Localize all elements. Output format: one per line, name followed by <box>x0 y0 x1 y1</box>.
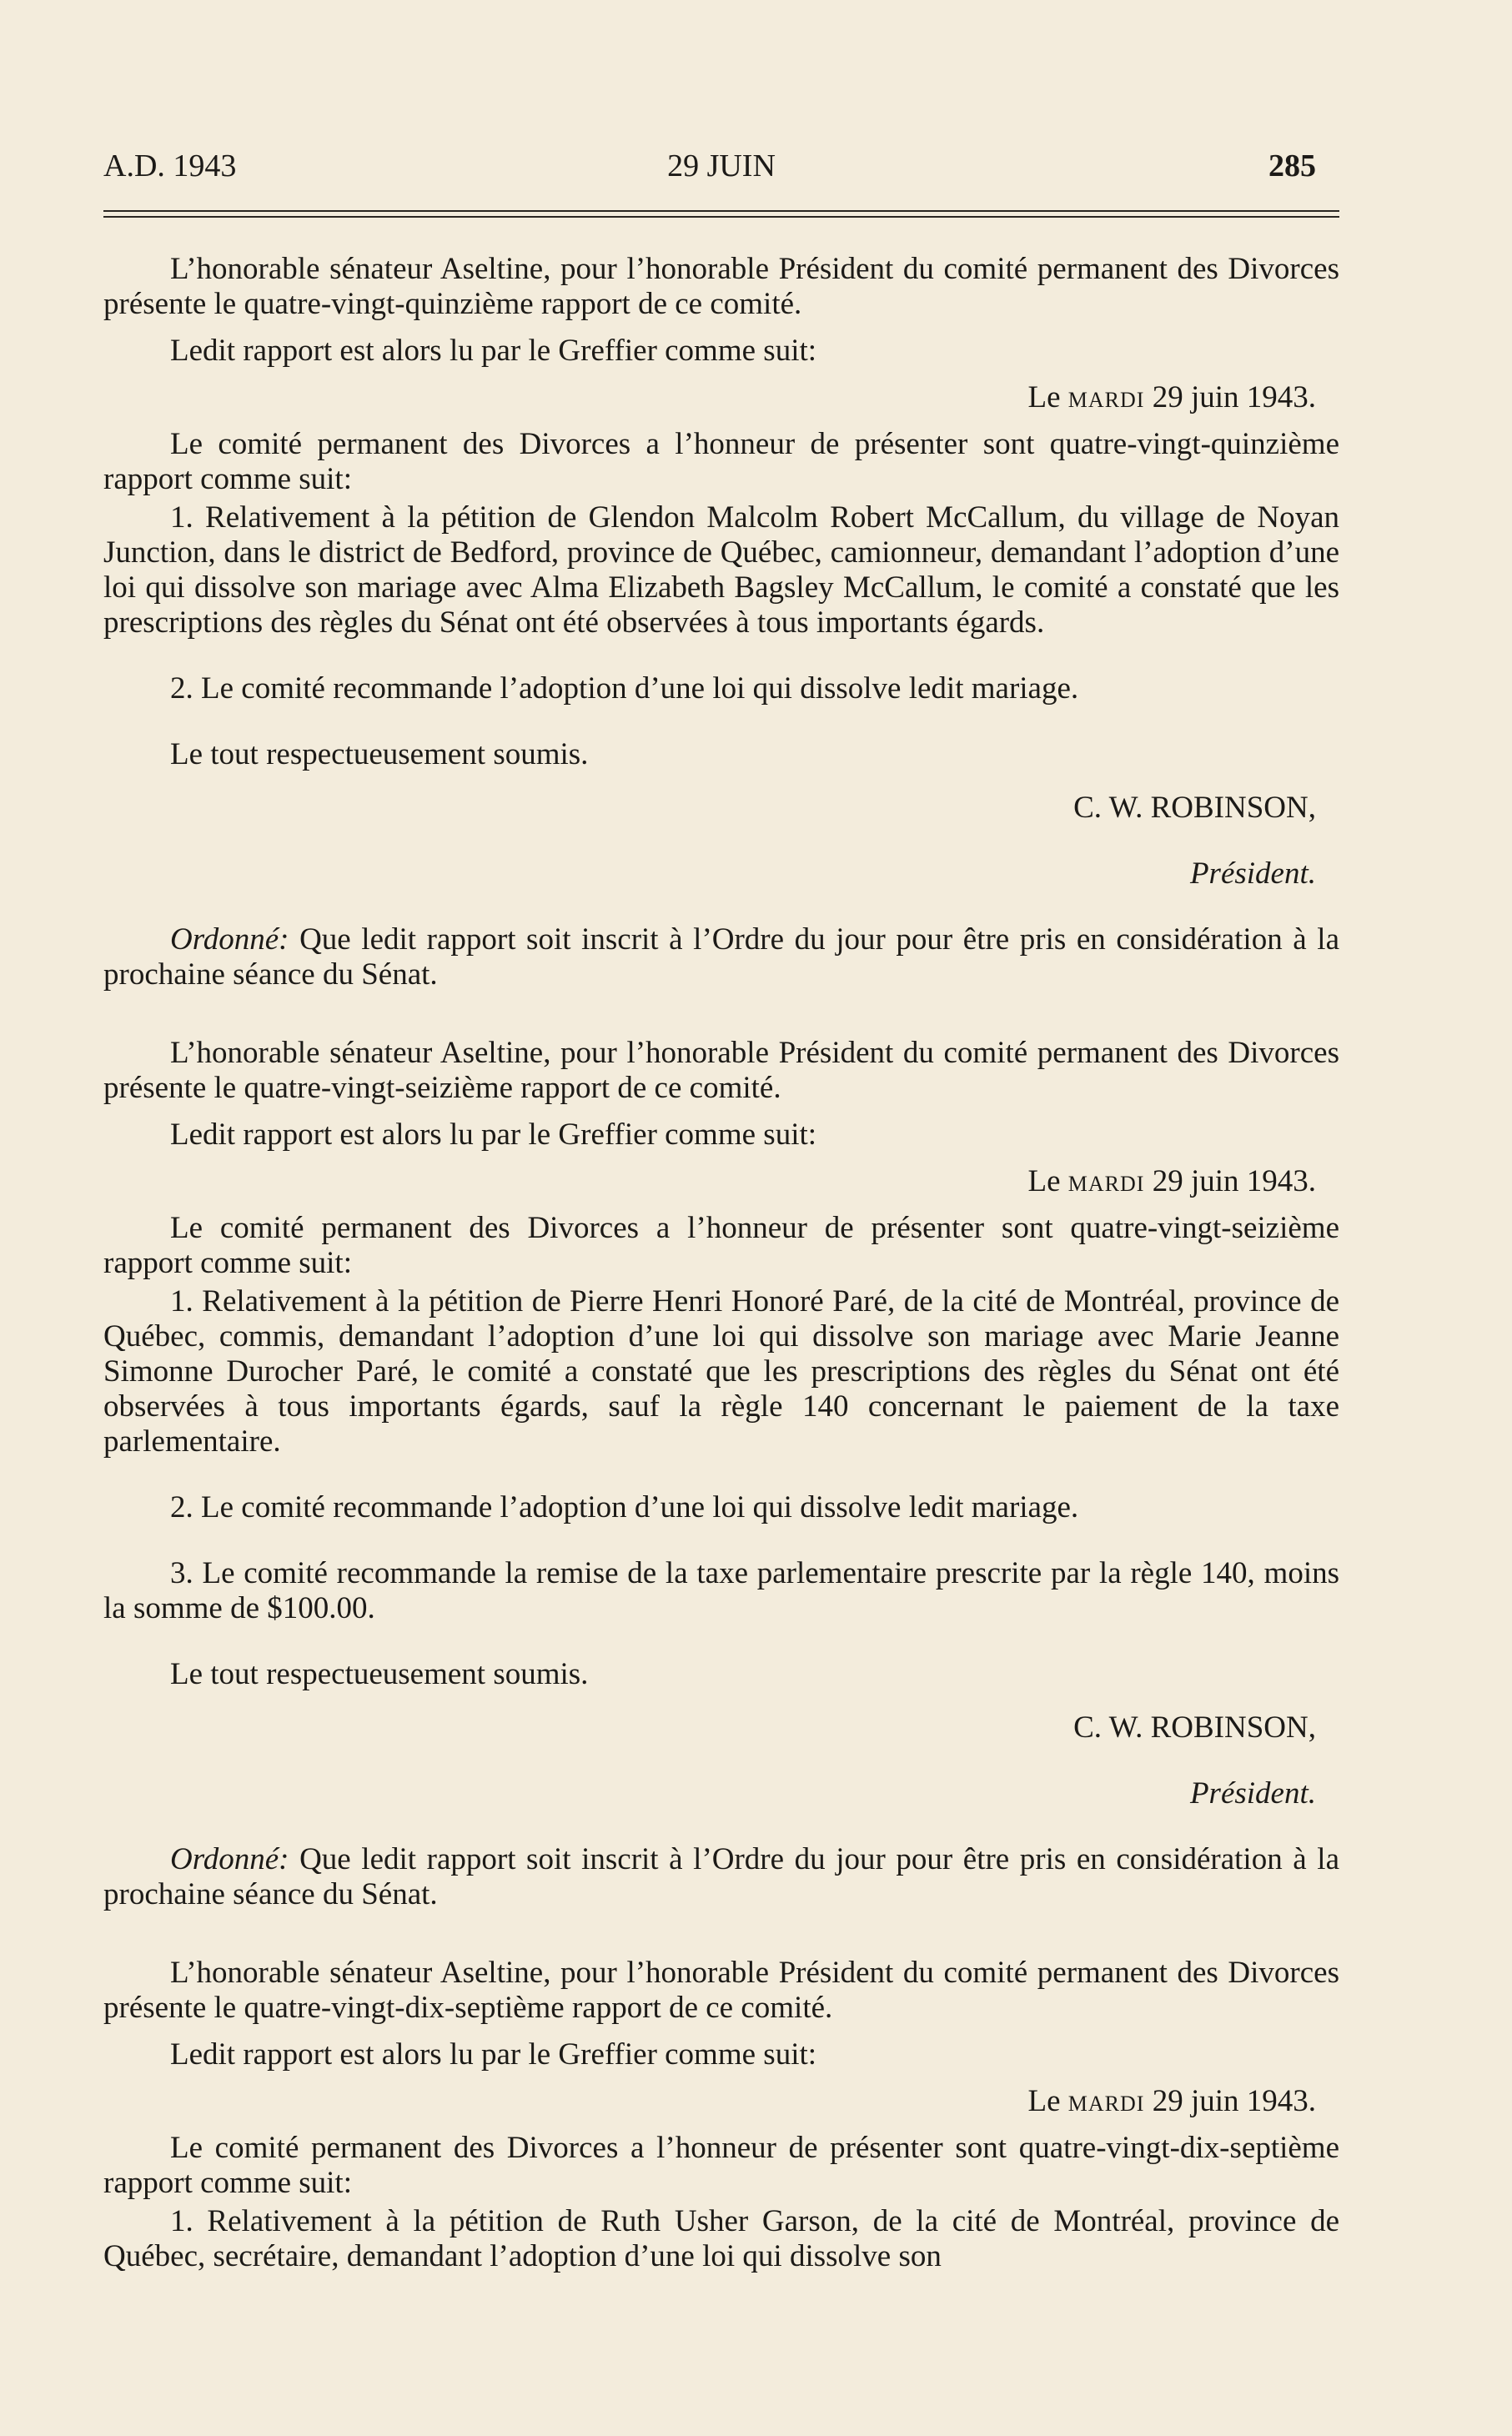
order-paragraph <box>103 922 1339 992</box>
header-rule <box>103 210 1339 218</box>
report-read-line: Ledit rapport est alors lu par le Greffier comme suit: <box>170 334 817 368</box>
order-label: Ordonné: <box>170 1842 289 1876</box>
date-day: mardi <box>1067 2084 1145 2118</box>
report-date <box>103 380 1339 415</box>
report-body: Le comité permanent des Divorces a l’honneur de présenter sont quatre-vingt-dix-septième rapport comme suit: <box>103 2131 1339 2200</box>
report-96 <box>103 1036 1339 1912</box>
report-read-line: Ledit rapport est alors lu par le Greffier comme suit: <box>170 2037 817 2072</box>
report-closing: Le tout respectueusement soumis. <box>170 1657 589 1691</box>
signature-title: Président. <box>1189 1776 1316 1811</box>
date-rest: 29 juin 1943. <box>1152 2084 1316 2118</box>
date-day: mardi <box>1067 380 1145 414</box>
report-item: 1. Relativement à la pétition de Glendon Malcolm Robert McCallum, du village de Noyan Junction, dans le district de Bedford, province de Québec, camionneur, demandant l’adoption d’une loi qui dissolve son mariage avec Alma Elizabeth Bagsley McCallum, le comité a constaté que les prescriptions des règles du Sénat ont été observées à tous importants égards. <box>103 500 1339 640</box>
signature-title: Président. <box>1189 856 1316 891</box>
report-item: 1. Relativement à la pétition de Pierre Henri Honoré Paré, de la cité de Montréal, province de Québec, commis, demandant l’adoption d’une loi qui dissolve son mariage avec Marie Jeanne Simonne Durocher Paré, le comité a constaté que les prescriptions des règles du Sénat ont été observées à tous importants égards, sauf la règle 140 concernant le paiement de la taxe parlementaire. <box>103 1284 1339 1459</box>
order-text: Que ledit rapport soit inscrit à l’Ordre du jour pour être pris en considération à la prochaine séance du Sénat. <box>103 1842 1339 1911</box>
report-closing: Le tout respectueusement soumis. <box>170 737 589 771</box>
report-intro: L’honorable sénateur Aseltine, pour l’honorable Président du comité permanent des Divorces présente le quatre-vingt-dix-septième rapport de ce comité. <box>103 1956 1339 2025</box>
report-97 <box>103 1956 1339 2274</box>
report-date <box>103 2084 1339 2119</box>
report-date <box>103 1164 1339 1199</box>
report-body: Le comité permanent des Divorces a l’honneur de présenter sont quatre-vingt-seizième rapport comme suit: <box>103 1211 1339 1280</box>
report-item: 1. Relativement à la pétition de Ruth Usher Garson, de la cité de Montréal, province de Québec, secrétaire, demandant l’adoption d’une loi qui dissolve son <box>103 2204 1339 2273</box>
report-item: 2. Le comité recommande l’adoption d’une loi qui dissolve ledit mariage. <box>170 671 1079 706</box>
date-prefix: Le <box>1027 1164 1061 1198</box>
date-rest: 29 juin 1943. <box>1152 1164 1316 1198</box>
report-item: 2. Le comité recommande l’adoption d’une loi qui dissolve ledit mariage. <box>170 1490 1079 1524</box>
order-paragraph <box>103 1842 1339 1912</box>
page-number: 285 <box>1268 148 1316 183</box>
date-day: mardi <box>1067 1164 1145 1198</box>
order-text: Que ledit rapport soit inscrit à l’Ordre du jour pour être pris en considération à la prochaine séance du Sénat. <box>103 922 1339 992</box>
report-95 <box>103 252 1339 992</box>
date-prefix: Le <box>1027 2084 1061 2118</box>
header-date: 29 JUIN <box>667 148 776 183</box>
date-prefix: Le <box>1027 380 1061 414</box>
order-label: Ordonné: <box>170 922 289 957</box>
report-read-line: Ledit rapport est alors lu par le Greffier comme suit: <box>170 1118 817 1152</box>
page-header <box>103 148 1339 190</box>
report-body: Le comité permanent des Divorces a l’honneur de présenter sont quatre-vingt-quinzième rapport comme suit: <box>103 427 1339 496</box>
page-body <box>103 252 1339 2305</box>
date-rest: 29 juin 1943. <box>1152 380 1316 414</box>
report-intro: L’honorable sénateur Aseltine, pour l’honorable Président du comité permanent des Divorces présente le quatre-vingt-quinzième rapport de ce comité. <box>103 252 1339 321</box>
report-intro: L’honorable sénateur Aseltine, pour l’honorable Président du comité permanent des Divorces présente le quatre-vingt-seizième rapport de ce comité. <box>103 1036 1339 1105</box>
signature: C. W. ROBINSON, <box>1073 1710 1316 1745</box>
header-year: A.D. 1943 <box>103 148 237 183</box>
report-item: 3. Le comité recommande la remise de la taxe parlementaire prescrite par la règle 140, moins la somme de $100.00. <box>103 1556 1339 1625</box>
signature: C. W. ROBINSON, <box>1073 791 1316 825</box>
